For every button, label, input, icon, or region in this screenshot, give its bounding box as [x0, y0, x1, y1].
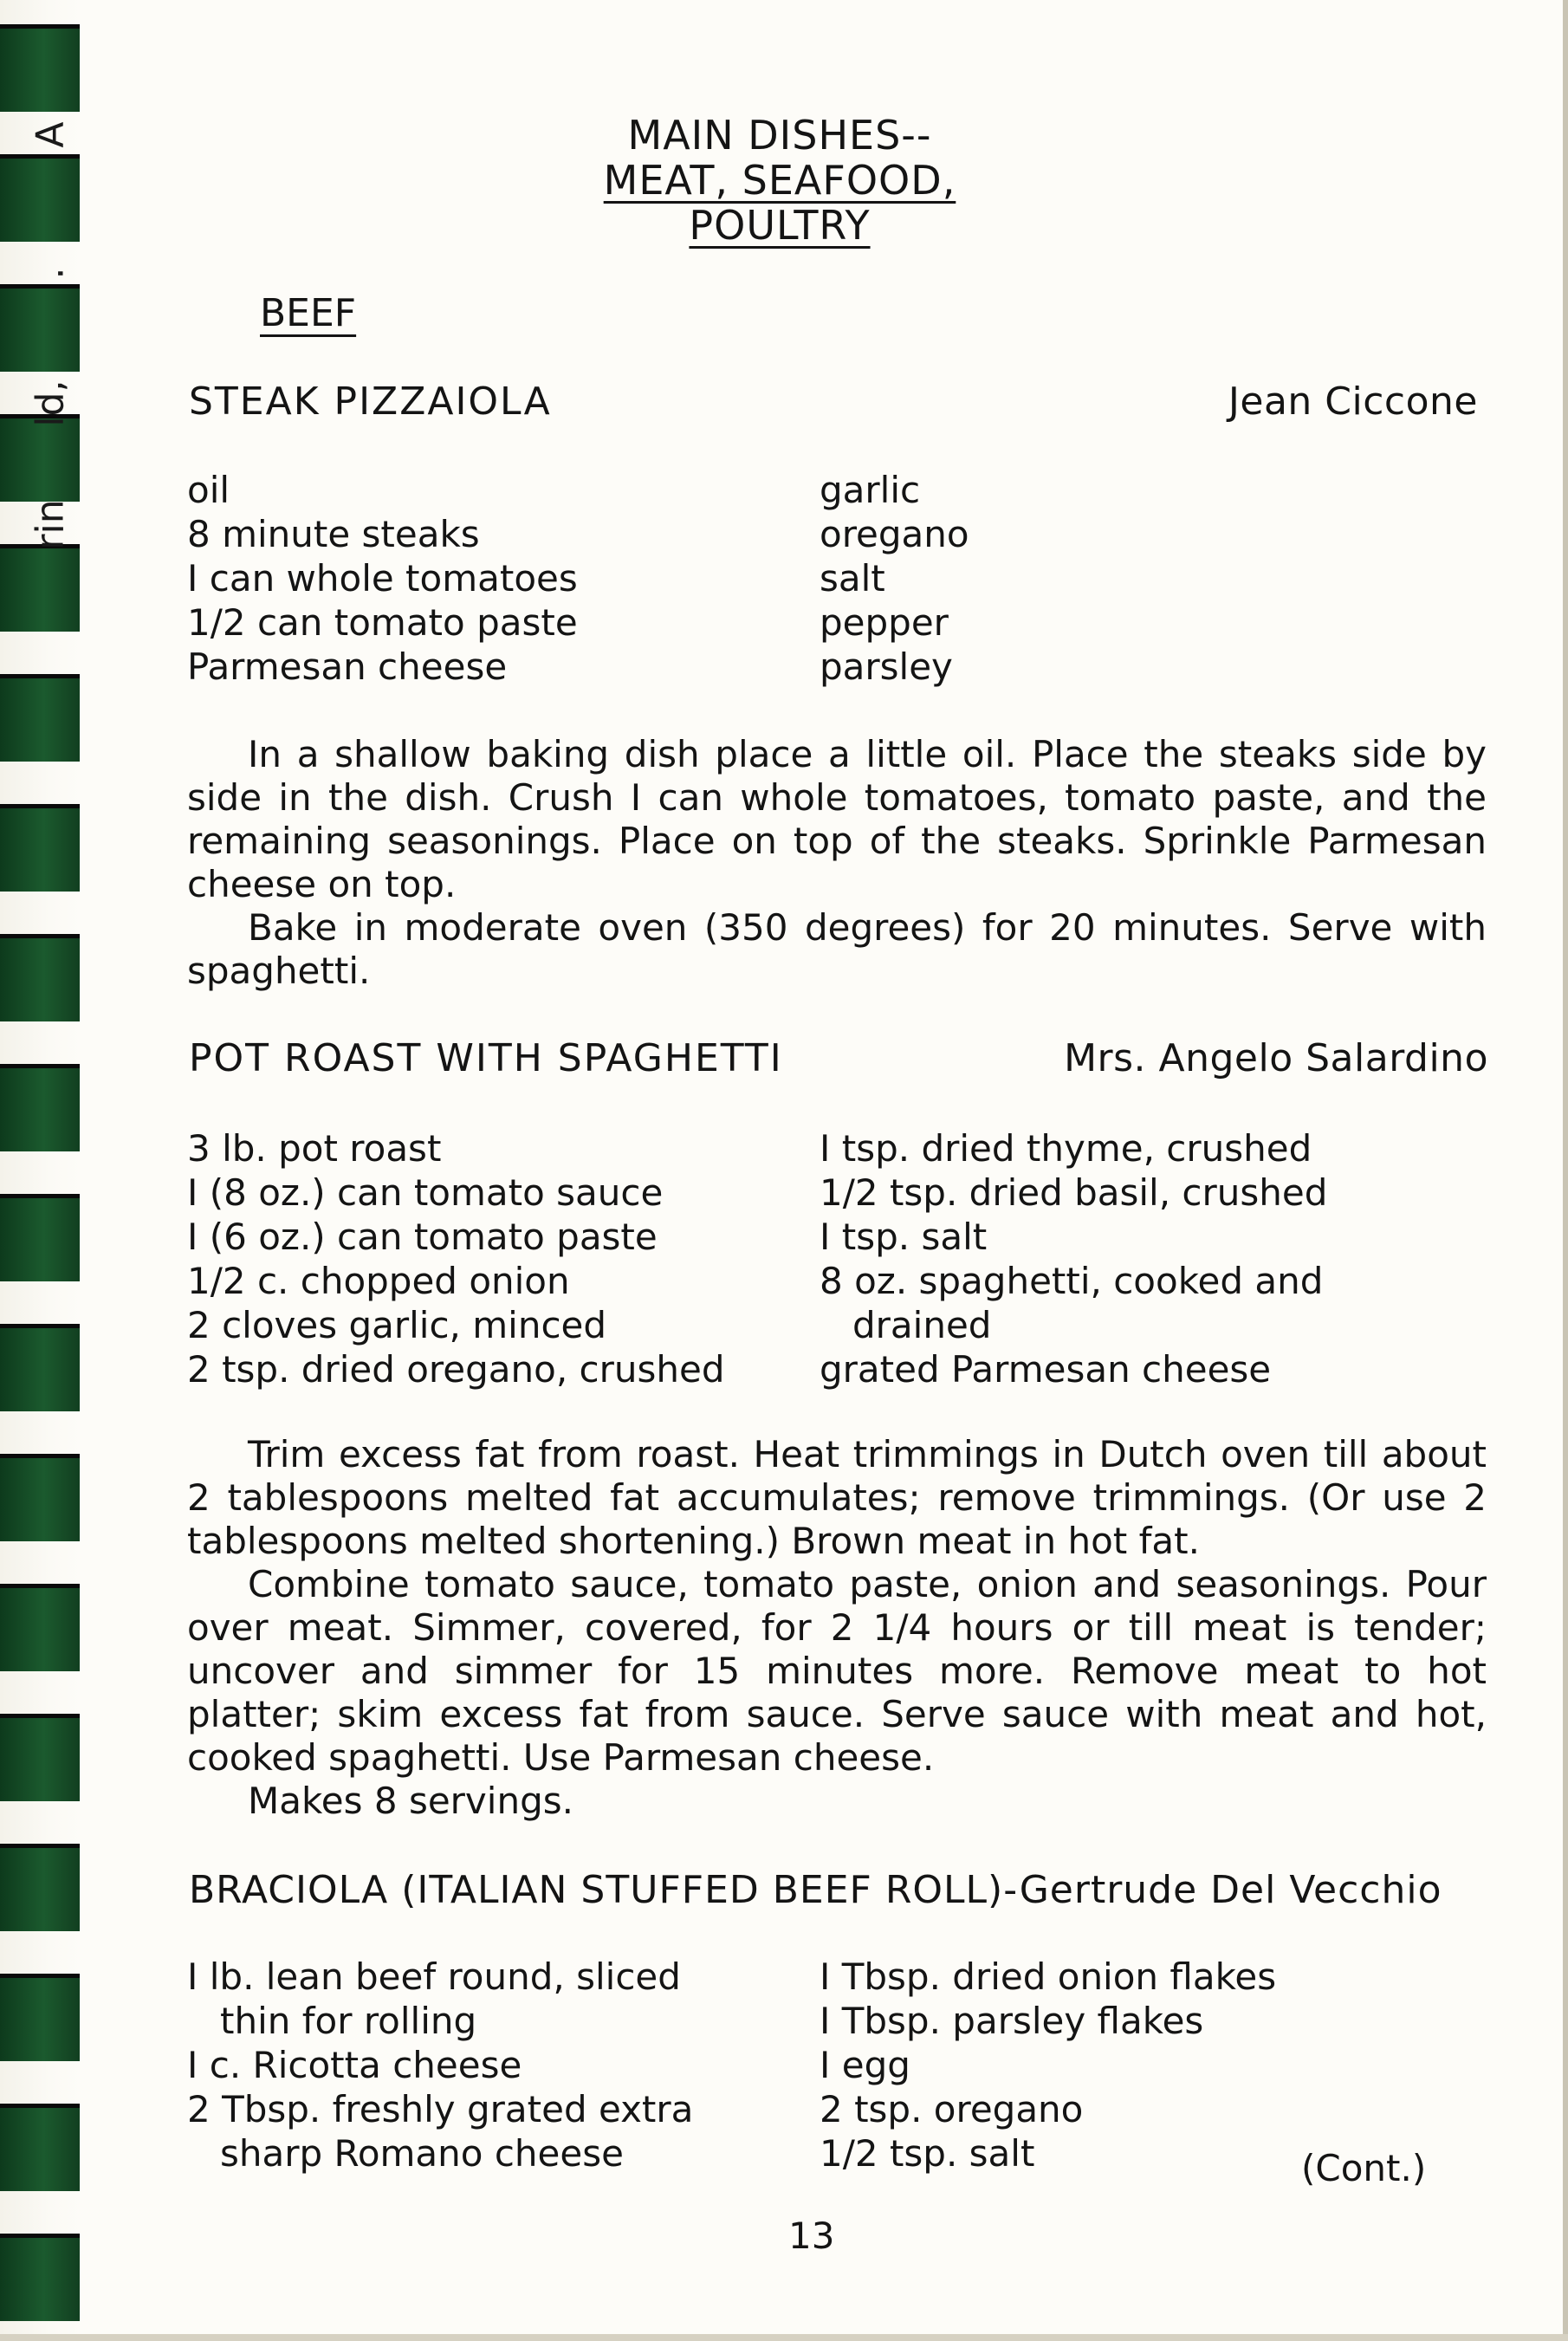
binding-tab [0, 934, 80, 1021]
ingredient-item: 1/2 tsp. salt [820, 2132, 1035, 2175]
ingredient-item: I c. Ricotta cheese [187, 2044, 522, 2086]
ingredient-item: salt [820, 557, 885, 600]
edge-text: . [28, 267, 73, 280]
ingredient-item: 1/2 tsp. dried basil, crushed [820, 1171, 1328, 1214]
ingredient-item: I (6 oz.) can tomato paste [187, 1216, 658, 1258]
chapter-title [520, 113, 1040, 248]
binding-tab [0, 1064, 80, 1151]
recipe-author: Jean Ciccone [1228, 379, 1478, 424]
continued-note: (Cont.) [1301, 2147, 1427, 2189]
recipe-author: Mrs. Angelo Salardino [1064, 1036, 1488, 1080]
ingredient-item: pepper [820, 601, 949, 644]
ingredient-item: 2 tsp. oregano [820, 2088, 1084, 2130]
ingredient-column-right [820, 1126, 1443, 1391]
ingredient-item: oregano [820, 513, 969, 555]
direction-paragraph: In a shallow baking dish place a little oil. Place the steaks side by side in the dish. Crush I can whole tomatoes, tomato paste, and the remaining seasonings. Place on top of the steaks. Sprinkle Parmesan cheese on top. [187, 733, 1487, 905]
ingredient-item: parsley [820, 645, 953, 688]
ingredient-item: I Tbsp. parsley flakes [820, 2000, 1204, 2042]
recipe-header [189, 1868, 1488, 1920]
ingredient-item: Parmesan cheese [187, 645, 508, 688]
ingredient-item: 2 cloves garlic, minced [187, 1304, 607, 1346]
binding-tab [0, 2234, 80, 2321]
binding-tab [0, 1974, 80, 2061]
ingredient-item: 1/2 can tomato paste [187, 601, 578, 644]
binding-tab [0, 1584, 80, 1671]
ingredient-item: I Tbsp. dried onion flakes [820, 1955, 1277, 1998]
ingredient-item: I (8 oz.) can tomato sauce [187, 1171, 664, 1214]
recipe-directions [187, 733, 1487, 993]
recipe-directions [187, 1433, 1487, 1823]
binding-spine [0, 0, 82, 2341]
page-number: 13 [788, 2215, 835, 2257]
ingredient-item: grated Parmesan cheese [820, 1348, 1272, 1391]
ingredient-item: drained [852, 1304, 992, 1346]
ingredient-item: sharp Romano cheese [220, 2132, 624, 2175]
ingredient-item: 2 Tbsp. freshly grated extra [187, 2088, 694, 2130]
ingredient-item: 2 tsp. dried oregano, crushed [187, 1348, 725, 1391]
ingredient-item: thin for rolling [220, 2000, 477, 2042]
ingredient-item: oil [187, 469, 230, 511]
direction-paragraph: Makes 8 servings. [248, 1780, 573, 1822]
ingredient-item: I can whole tomatoes [187, 557, 578, 600]
edge-text: A [28, 121, 73, 148]
ingredient-item: 8 minute steaks [187, 513, 480, 555]
binding-tab [0, 1194, 80, 1281]
binding-tab [0, 1714, 80, 1801]
ingredient-item: I tsp. dried thyme, crushed [820, 1127, 1312, 1170]
page-content [173, 0, 1507, 2341]
binding-tab [0, 2104, 80, 2191]
recipe-title: STEAK PIZZAIOLA [189, 379, 552, 424]
binding-tab [0, 1324, 80, 1411]
ingredient-column-right [820, 468, 1443, 689]
binding-tab [0, 24, 80, 112]
ingredient-column-left [187, 1126, 811, 1391]
ingredient-item: I tsp. salt [820, 1216, 988, 1258]
direction-paragraph: Combine tomato sauce, tomato paste, onion and seasonings. Pour over meat. Simmer, covered, for 2 1/4 hours or till meat is tender; uncover and simmer for 15 minutes more. Remove meat to hot platter; skim excess fat from sauce. Serve sauce with meat and hot, cooked spaghetti. Use Parmesan cheese. [187, 1563, 1487, 1779]
binding-tab [0, 1454, 80, 1541]
edge-text: ld, [28, 379, 73, 427]
edge-text: rin [28, 499, 73, 550]
ingredient-item: 8 oz. spaghetti, cooked and [820, 1260, 1324, 1302]
page-edge [1563, 0, 1568, 2341]
ingredient-item: I lb. lean beef round, sliced [187, 1955, 681, 1998]
recipe-title: BRACIOLA (ITALIAN STUFFED BEEF ROLL)-Gertrude Del Vecchio [189, 1868, 1442, 1912]
chapter-title-line1: MAIN DISHES-- [627, 112, 932, 159]
direction-paragraph: Trim excess fat from roast. Heat trimmings in Dutch oven till about 2 tablespoons melted fat accumulates; remove trimmings. (Or use 2 tablespoons melted shortening.) Brown meat in hot fat. [187, 1433, 1487, 1562]
section-heading: BEEF [260, 291, 357, 335]
recipe-title: POT ROAST WITH SPAGHETTI [189, 1036, 783, 1080]
binding-tab [0, 804, 80, 892]
binding-tab [0, 1844, 80, 1931]
binding-tab [0, 674, 80, 762]
ingredient-item: garlic [820, 469, 921, 511]
chapter-title-line2: MEAT, SEAFOOD, POULTRY [603, 157, 956, 249]
ingredient-column-right [820, 1955, 1443, 2176]
binding-tab [0, 154, 80, 242]
recipe-header [189, 1036, 1488, 1088]
ingredient-column-left [187, 468, 811, 689]
binding-tab [0, 544, 80, 632]
ingredient-item: I egg [820, 2044, 910, 2086]
ingredient-item: 3 lb. pot roast [187, 1127, 442, 1170]
recipe-header [189, 379, 1488, 431]
direction-paragraph: Bake in moderate oven (350 degrees) for 20 minutes. Serve with spaghetti. [187, 906, 1487, 992]
ingredient-item: 1/2 c. chopped onion [187, 1260, 570, 1302]
ingredient-column-left [187, 1955, 811, 2176]
